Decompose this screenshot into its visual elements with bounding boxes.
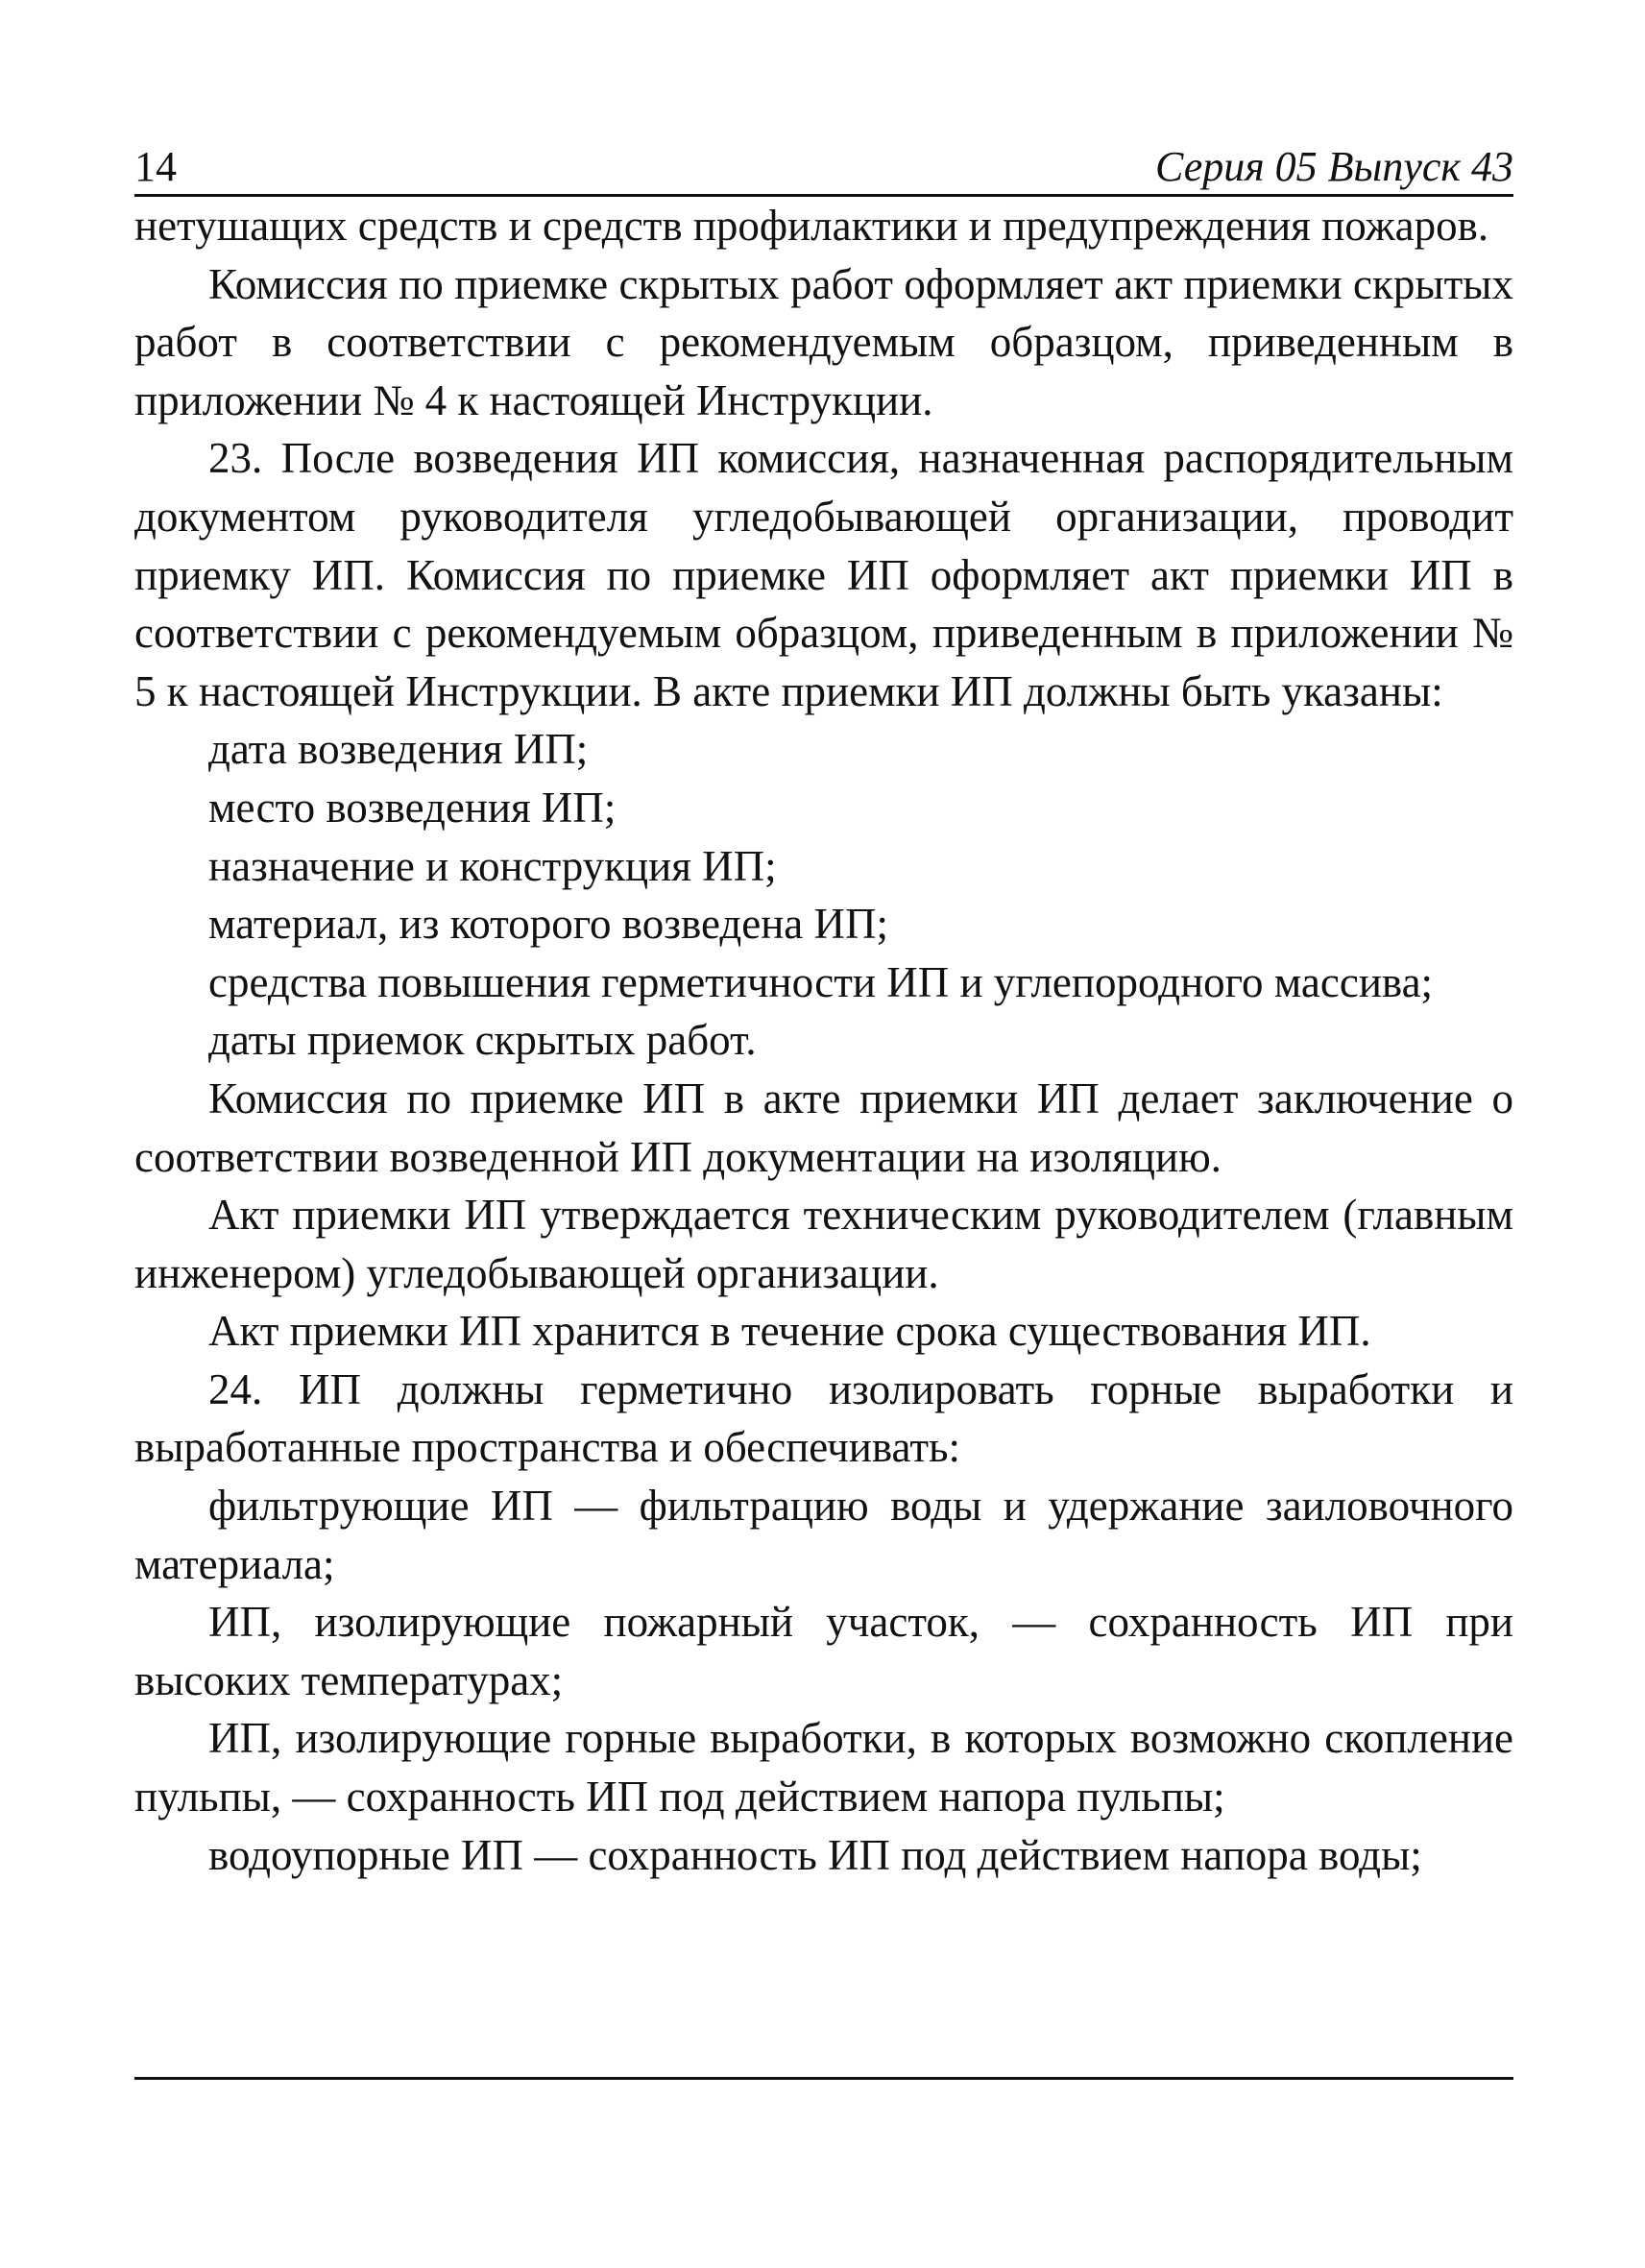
- paragraph: нетушащих средств и средств профилактики и предупреждения пожаров.: [134, 202, 1489, 250]
- list-item: место возведения ИП;: [208, 783, 617, 832]
- list-item: фильтрующие ИП — фильтрацию воды и удержание заиловочного материала;: [134, 1482, 1513, 1588]
- document-page: [134, 144, 1513, 1884]
- paragraph: 23. После возведения ИП комиссия, назначенная распорядительным документом руководителя угледобывающей организации, проводит приемку ИП. Комиссия по приемке ИП оформляет акт приемки ИП в соответствии с рекомендуемым образцом, приведенным в приложении № 5 к настоящей Инструкции. В акте приемки ИП должны быть указаны:: [134, 434, 1513, 715]
- list-item: ИП, изолирующие пожарный участок, — сохранность ИП при высоких температурах;: [134, 1598, 1513, 1704]
- body-text: [134, 197, 1513, 1884]
- list-item: водоупорные ИП — сохранность ИП под действием напора воды;: [208, 1830, 1422, 1879]
- paragraph: 24. ИП должны герметично изолировать горные выработки и выработанные пространства и обеспечивать:: [134, 1364, 1513, 1472]
- paragraph: Комиссия по приемке ИП в акте приемки ИП делает заключение о соответствии возведенной ИП документации на изоляцию.: [134, 1074, 1513, 1181]
- running-head: Серия 05 Выпуск 43: [1155, 143, 1513, 190]
- list-item: материал, из которого возведена ИП;: [208, 900, 889, 949]
- paragraph: Акт приемки ИП утверждается техническим руководителем (главным инженером) угледобывающей организации.: [134, 1191, 1513, 1297]
- paragraph: Комиссия по приемке скрытых работ оформляет акт приемки скрытых работ в соответствии с рекомендуемым образцом, приведенным в приложении № 4 к настоящей Инструкции.: [134, 259, 1513, 424]
- page-number: 14: [134, 143, 177, 190]
- page-header: [134, 144, 1513, 197]
- list-item: ИП, изолирующие горные выработки, в которых возможно скопление пульпы, — сохранность ИП под действием напора пульпы;: [134, 1714, 1513, 1822]
- list-item: дата возведения ИП;: [208, 725, 589, 774]
- list-item: назначение и конструкция ИП;: [208, 841, 777, 890]
- list-item: даты приемок скрытых работ.: [208, 1016, 757, 1065]
- paragraph: Акт приемки ИП хранится в течение срока существования ИП.: [208, 1307, 1371, 1356]
- list-item: средства повышения герметичности ИП и углепородного массива;: [208, 957, 1434, 1006]
- footer-rule: [134, 2077, 1513, 2080]
